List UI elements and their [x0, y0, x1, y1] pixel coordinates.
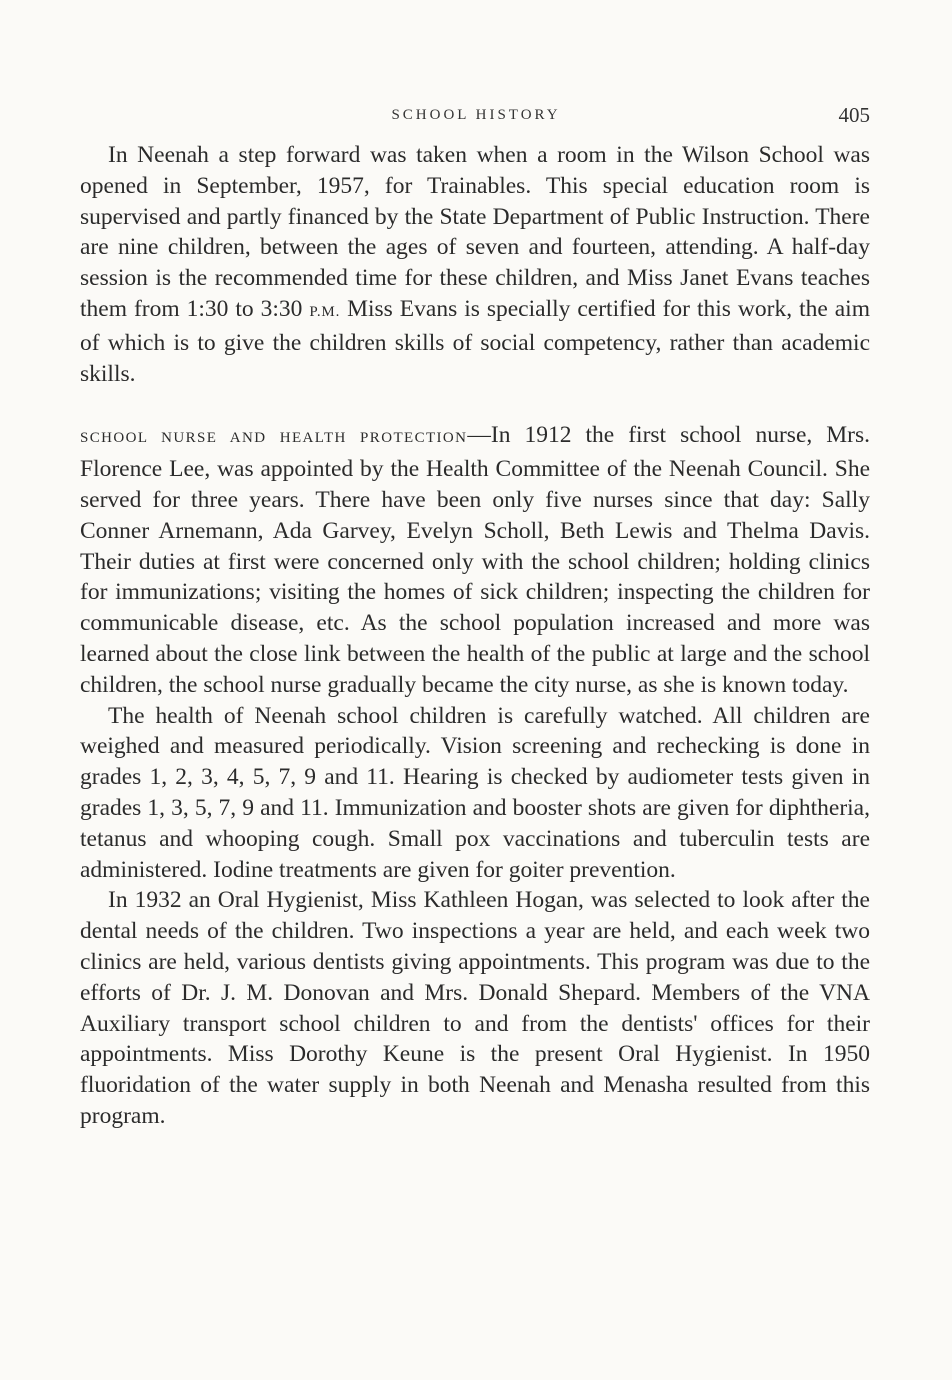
trainables-text-after-time: Miss Evans is specially certified for this work, the aim of which is to give the children skills of social competency, rather than academic skills.	[80, 295, 870, 387]
running-header	[80, 103, 872, 133]
trainables-paragraph	[80, 140, 870, 389]
school-nurse-text: —In 1912 the first school nurse, Mrs. Florence Lee, was appointed by the Health Committee of the Neenah Council. She served for three years. There have been only five nurses since that day: Sally Conner Arnemann, Ada Garvey, Evelyn Scholl, Beth Lewis and Thelma Davis. Their duties at first were concerned only with the school children; holding clinics for immunizations; visiting the homes of sick children; inspecting the children for communicable disease, etc. As the school population increased and more was learned about the close link between the health of the public at large and the school children, the school nurse gradually became the city nurse, as she is known today.	[80, 422, 871, 698]
oral-hygienist-paragraph: In 1932 an Oral Hygienist, Miss Kathleen Hogan, was selected to look after the dental needs of the children. Two inspections a year are held, and each week two clinics are held, various dentists giving appointments. This program was due to the efforts of Dr. J. M. Donovan and Mrs. Donald Shepard. Members of the VNA Auxiliary transport school children to and from the dentists' offices for their appointments. Miss Dorothy Keune is the present Oral Hygienist. In 1950 fluoridation of the water supply in both Neenah and Menasha resulted from this program.	[80, 887, 870, 1129]
page-body	[80, 140, 870, 1132]
health-watch-paragraph: The health of Neenah school children is carefully watched. All children are weighed and measured periodically. Vision screening and rechecking is done in grades 1, 2, 3, 4, 5, 7, 9 and 11. Hearing is checked by audiometer tests given in grades 1, 3, 5, 7, 9 and 11. Immunization and booster shots are given for diphtheria, tetanus and whooping cough. Small pox vaccinations and tuberculin tests are administered. Iodine treatments are given for goiter prevention.	[80, 702, 870, 883]
section-heading: SCHOOL NURSE AND HEALTH PROTECTION	[80, 430, 468, 447]
time-suffix: P.M.	[309, 303, 341, 320]
trainables-text-before-time: In Neenah a step forward was taken when a room in the Wilson School was opened in September, 1957, for Trainables. This special education room is supervised and partly financed by the State Department of Public Instruction. There are nine children, between the ages of seven and fourteen, attending. A half-day session is the recommended time for these children, and Miss Janet Evans teaches them from 1:30 to 3:30	[80, 142, 870, 322]
page-number: 405	[838, 103, 870, 127]
school-nurse-paragraph	[80, 420, 870, 700]
running-title: SCHOOL HISTORY	[391, 107, 561, 123]
